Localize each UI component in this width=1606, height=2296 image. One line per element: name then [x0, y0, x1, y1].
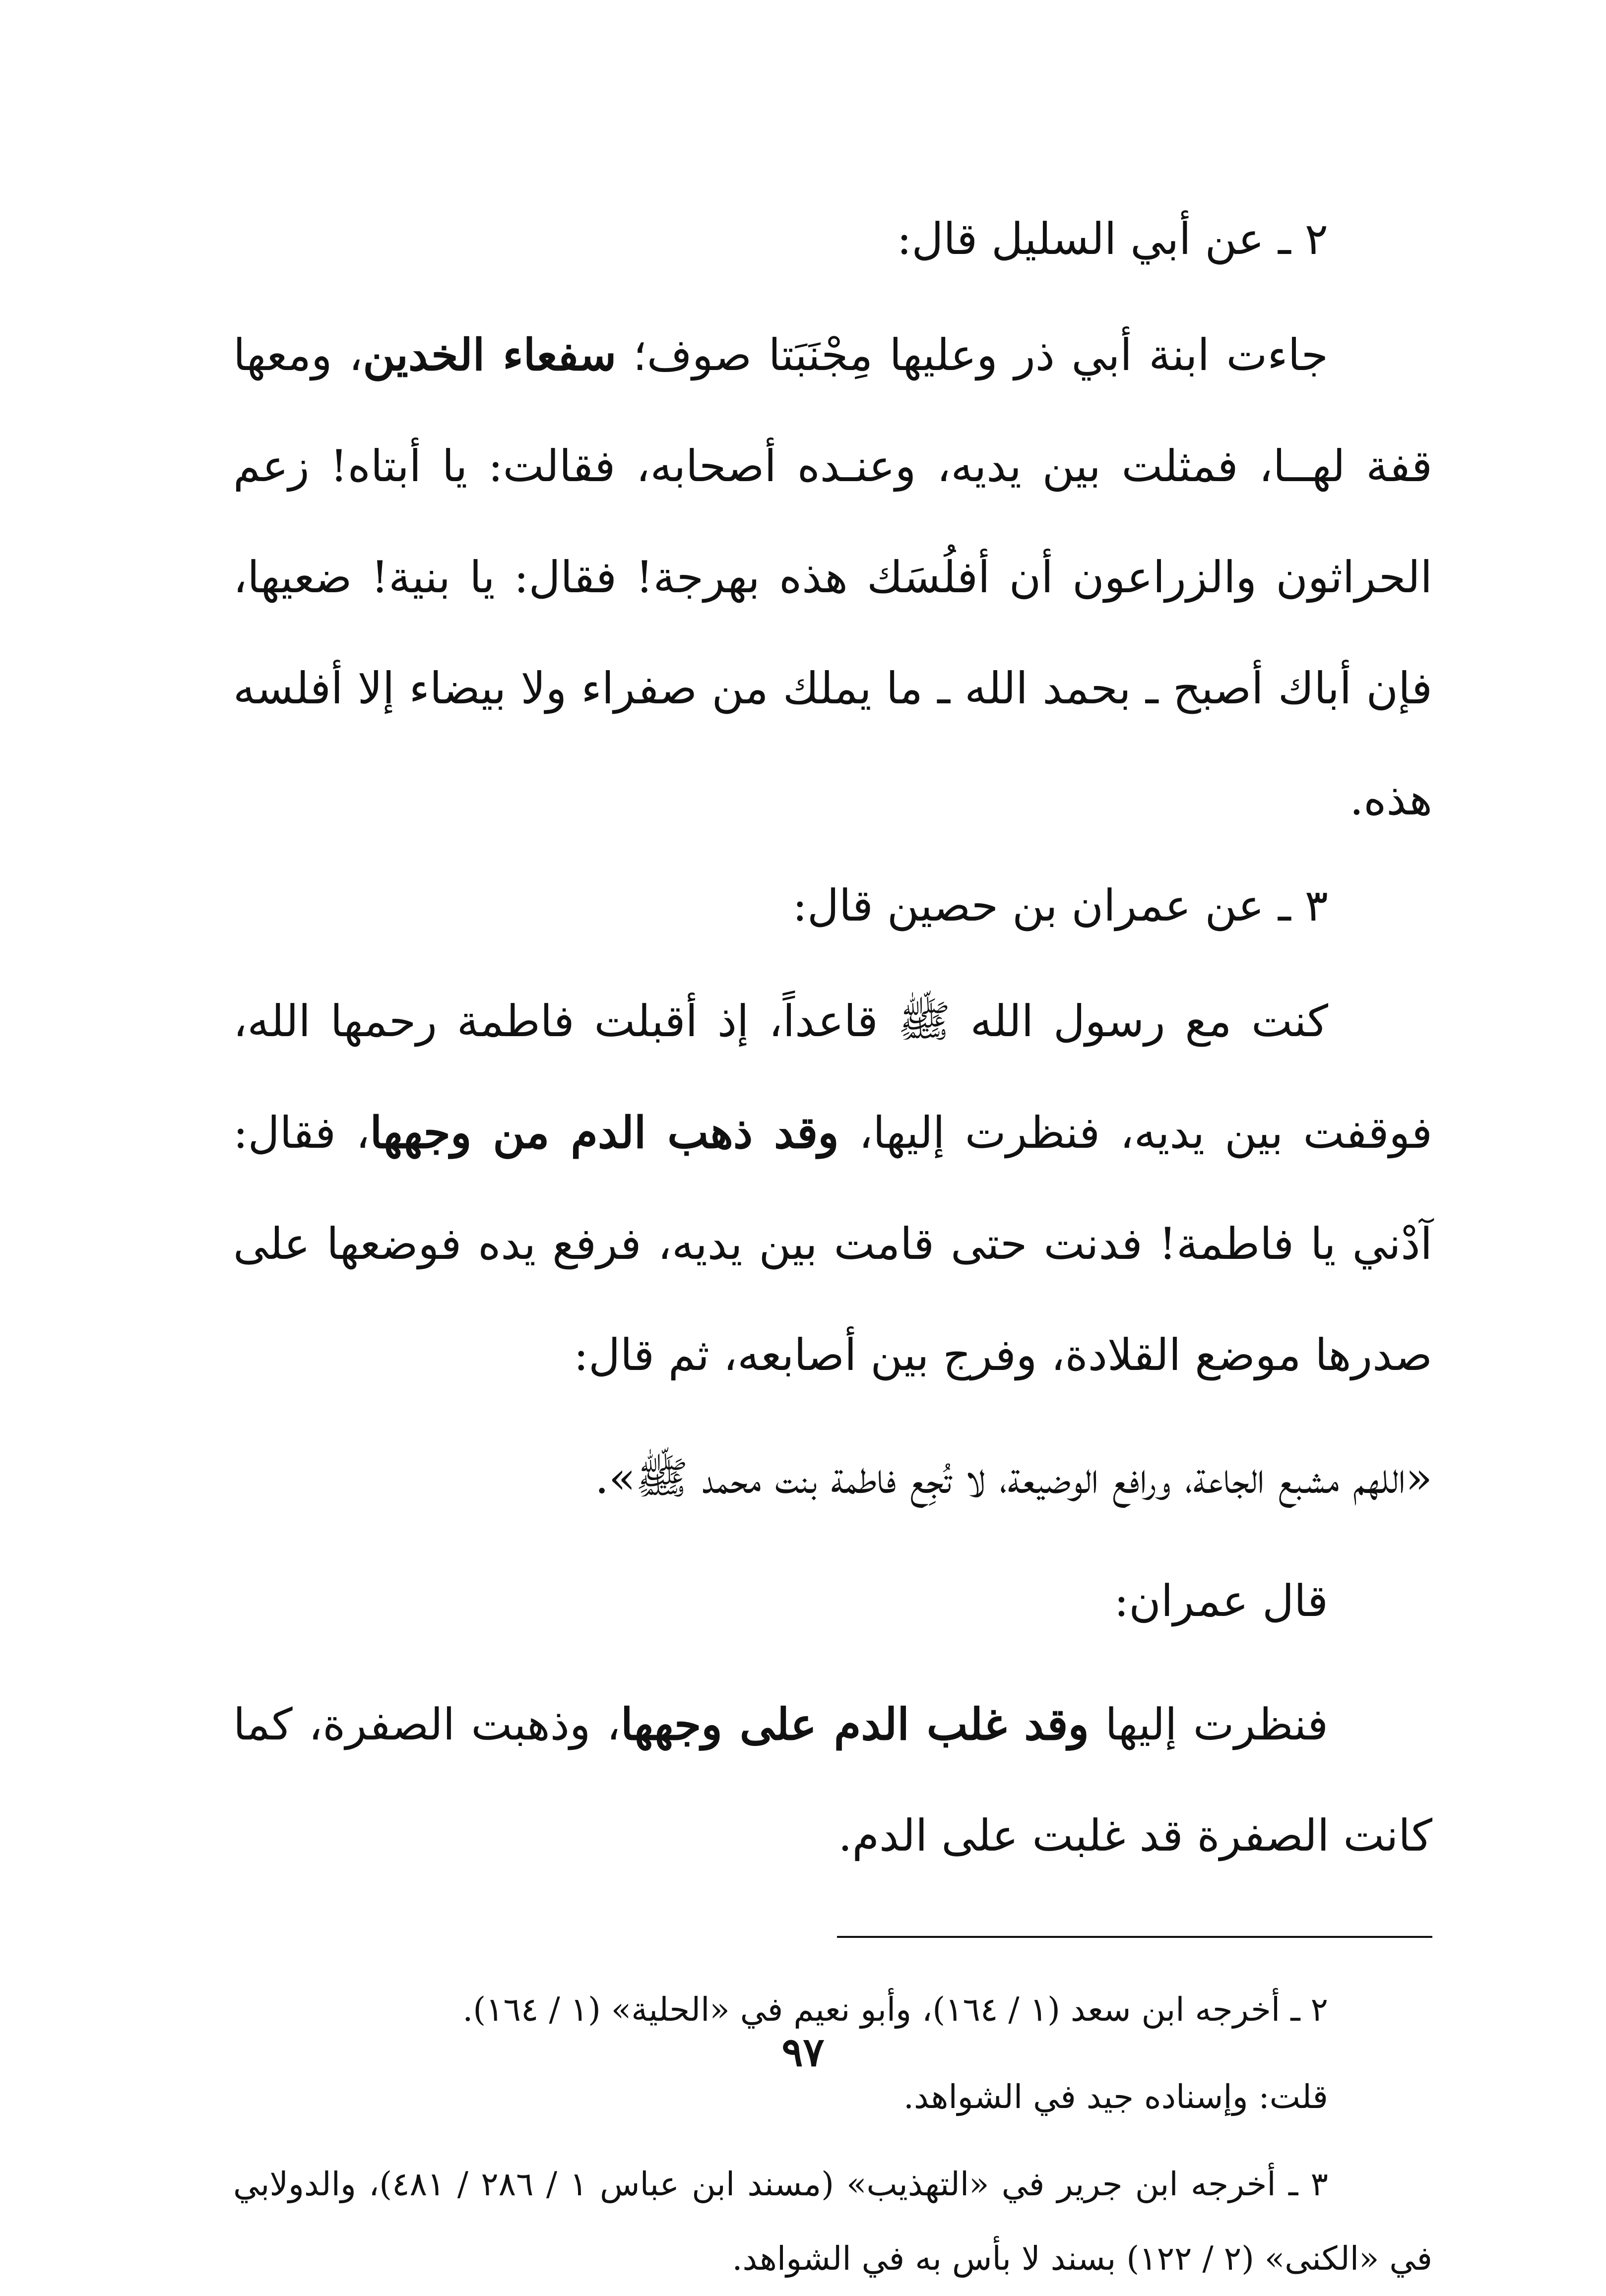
narration-3-text-part-1: كنت مع رسول الله ﷺ قاعداً، إذ أقبلت فاطمة رحمها الله، فوقفت بين يديه، فنظرت إليها،	[233, 995, 1432, 1159]
narration-3-conclusion-part-1: فنظرت إليها	[1089, 1699, 1329, 1750]
narration-2-text	[233, 299, 1432, 855]
footnote-separator	[837, 1936, 1432, 1938]
narration-3-conclusion-bold: وقد غلب الدم على وجهها	[621, 1698, 1090, 1750]
narration-3-imran-said: قال عمران:	[1114, 1575, 1328, 1627]
narration-3-conclusion	[233, 1669, 1432, 1891]
footnote-2-note: قلت: وإسناده جيد في الشواهد.	[903, 2078, 1328, 2116]
narration-3-supplication: «اللهم مشبع الجاعة، ورافع الوضيعة، لا تُجِع فاطمة بنت محمد ﷺ».	[595, 1452, 1432, 1504]
narration-2-heading: ٢ ـ عن أبي السليل قال:	[897, 213, 1328, 264]
narration-3-conclusion-part-2: ، وذهبت الصفرة، كما كانت الصفرة قد غلبت على الدم.	[233, 1699, 1432, 1862]
narration-3-text-bold: وقد ذهب الدم من وجهها	[370, 1107, 839, 1159]
narration-2-text-part-1: جاءت ابنة أبي ذر وعليها مِجْنَبَتا صوف؛	[616, 329, 1328, 381]
footnote-3: ٣ ـ أخرجه ابن جرير في «التهذيب» (مسند ابن عباس ١ / ٢٨٦ / ٤٨١)، والدولابي في «الكنى» (٢ / ١٢٢) بسند لا بأس به في الشواهد.	[233, 2165, 1432, 2278]
footnote-2: ٢ ـ أخرجه ابن سعد (١ / ١٦٤)، وأبو نعيم في «الحلية» (١ / ١٦٤).	[462, 1990, 1328, 2029]
narration-2-text-part-2: ، ومعها قفة لهــا، فمثلت بين يديه، وعنـده أصحابه، فقالت: يا أبتاه! زعم الحراثون والزراعون أن أفلُسَك هذه بهرجة! فقال: يا بنية! ضعيها، فإن أباك أصبح ـ بحمد الله ـ ما يملك من صفراء ولا بيضاء إلا أفلسه هذه.	[233, 329, 1433, 825]
narration-3-text-part-2: ، فقال: آدْني يا فاطمة! فدنت حتى قامت بين يديه، فرفع يده فوضعها على صدرها موضع القلادة، وفرج بين أصابعه، ثم قال:	[233, 1107, 1432, 1381]
page-number: ٩٧	[781, 2029, 825, 2075]
page-body	[233, 208, 1432, 2284]
narration-3-text	[233, 966, 1432, 1411]
narration-2-text-bold: سفعاء الخدين	[363, 329, 617, 381]
narration-3-heading: ٣ ـ عن عمران بن حصين قال:	[792, 880, 1328, 931]
